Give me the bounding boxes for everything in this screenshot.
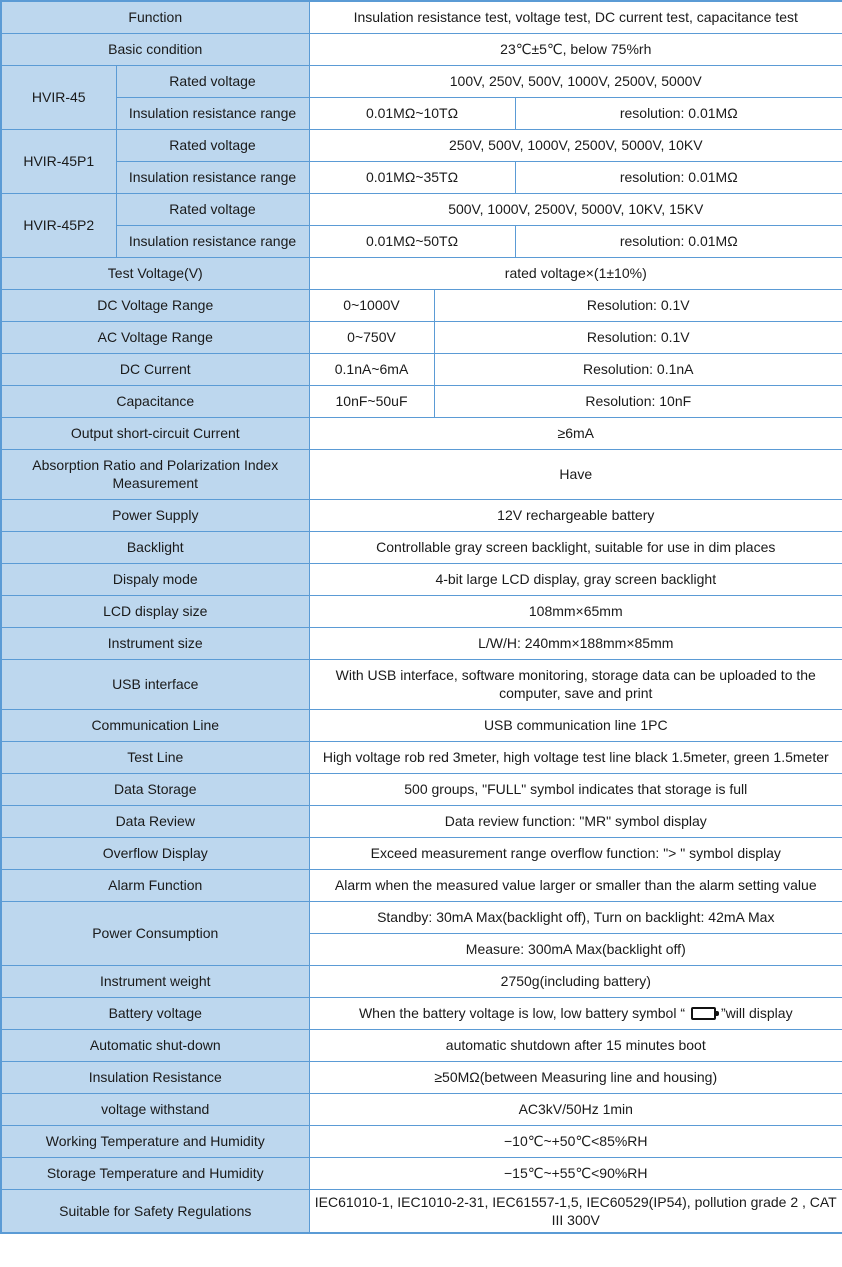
row-value-instrument-size: L/W/H: 240mm×188mm×85mm [309,627,842,659]
row-label-usb-interface: USB interface [1,659,309,709]
row-value-power-consumption-measure: Measure: 300mA Max(backlight off) [309,933,842,965]
table-row [1,805,842,837]
row-label-short-circuit: Output short-circuit Current [1,417,309,449]
row-value-working-temp: −10℃~+50℃<85%RH [309,1125,842,1157]
row-label-auto-shutdown: Automatic shut-down [1,1029,309,1061]
table-row [1,257,842,289]
model-hvir-45-range-label: Insulation resistance range [116,97,309,129]
row-label-battery-voltage: Battery voltage [1,997,309,1029]
row-value-usb-interface: With USB interface, software monitoring, storage data can be uploaded to the computer, save and print [309,659,842,709]
model-name-hvir-45p2: HVIR-45P2 [1,193,116,257]
row-resolution-dc-voltage: Resolution: 0.1V [434,289,842,321]
row-label-ac-voltage-range: AC Voltage Range [1,321,309,353]
table-row [1,193,842,225]
row-value-storage-temp: −15℃~+55℃<90%RH [309,1157,842,1189]
row-label-data-review: Data Review [1,805,309,837]
table-row [1,97,842,129]
row-label-power-consumption: Power Consumption [1,901,309,965]
row-label-backlight: Backlight [1,531,309,563]
table-row [1,385,842,417]
row-value-auto-shutdown: automatic shutdown after 15 minutes boot [309,1029,842,1061]
row-label-alarm-function: Alarm Function [1,869,309,901]
table-row [1,595,842,627]
row-label-absorption: Absorption Ratio and Polarization Index Measurement [1,449,309,499]
row-label-capacitance: Capacitance [1,385,309,417]
battery-text-prefix: When the battery voltage is low, low battery symbol “ [358,1004,685,1021]
row-label-power-supply: Power Supply [1,499,309,531]
row-label-working-temp: Working Temperature and Humidity [1,1125,309,1157]
row-resolution-capacitance: Resolution: 10nF [434,385,842,417]
table-row [1,837,842,869]
row-value-battery-voltage [309,997,842,1029]
model-hvir-45-rated-voltage-label: Rated voltage [116,65,309,97]
battery-text-suffix: ”will display [721,1004,793,1021]
table-row [1,33,842,65]
row-label-communication-line: Communication Line [1,709,309,741]
table-row [1,289,842,321]
table-row [1,901,842,933]
row-value-overflow-display: Exceed measurement range overflow function: "> " symbol display [309,837,842,869]
row-value-alarm-function: Alarm when the measured value larger or smaller than the alarm setting value [309,869,842,901]
model-hvir-45p2-range-label: Insulation resistance range [116,225,309,257]
row-label-instrument-size: Instrument size [1,627,309,659]
row-value-test-voltage: rated voltage×(1±10%) [309,257,842,289]
row-value-basic-condition: 23℃±5℃, below 75%rh [309,33,842,65]
row-label-test-line: Test Line [1,741,309,773]
row-value-insulation-resistance: ≥50MΩ(between Measuring line and housing) [309,1061,842,1093]
model-hvir-45p1-rated-voltage-label: Rated voltage [116,129,309,161]
row-value-voltage-withstand: AC3kV/50Hz 1min [309,1093,842,1125]
model-hvir-45p1-range-label: Insulation resistance range [116,161,309,193]
table-row [1,1,842,33]
row-resolution-dc-current: Resolution: 0.1nA [434,353,842,385]
table-row [1,499,842,531]
model-name-hvir-45p1: HVIR-45P1 [1,129,116,193]
table-row [1,709,842,741]
table-row [1,869,842,901]
table-row [1,1093,842,1125]
row-label-basic-condition: Basic condition [1,33,309,65]
row-value-power-consumption-standby: Standby: 30mA Max(backlight off), Turn on backlight: 42mA Max [309,901,842,933]
table-row [1,449,842,499]
row-label-insulation-resistance: Insulation Resistance [1,1061,309,1093]
row-value-communication-line: USB communication line 1PC [309,709,842,741]
row-resolution-ac-voltage: Resolution: 0.1V [434,321,842,353]
row-label-dc-voltage-range: DC Voltage Range [1,289,309,321]
table-row [1,417,842,449]
row-label-voltage-withstand: voltage withstand [1,1093,309,1125]
model-hvir-45p2-rated-voltage-label: Rated voltage [116,193,309,225]
table-row [1,161,842,193]
table-row [1,965,842,997]
row-label-safety-regulations: Suitable for Safety Regulations [1,1189,309,1233]
model-name-hvir-45: HVIR-45 [1,65,116,129]
table-row [1,321,842,353]
table-row [1,1189,842,1233]
table-row [1,1125,842,1157]
row-range-dc-current: 0.1nA~6mA [309,353,434,385]
row-label-lcd-size: LCD display size [1,595,309,627]
row-value-absorption: Have [309,449,842,499]
row-label-dc-current: DC Current [1,353,309,385]
row-label-function: Function [1,1,309,33]
model-hvir-45p1-range-value: 0.01MΩ~35TΩ [309,161,515,193]
table-row [1,627,842,659]
row-value-safety-regulations: IEC61010-1, IEC1010-2-31, IEC61557-1,5, IEC60529(IP54), pollution grade 2 , CAT III 300V [309,1189,842,1233]
row-label-data-storage: Data Storage [1,773,309,805]
model-hvir-45-range-value: 0.01MΩ~10TΩ [309,97,515,129]
table-row [1,773,842,805]
table-row [1,741,842,773]
table-row [1,1029,842,1061]
model-hvir-45p2-rated-voltage-value: 500V, 1000V, 2500V, 5000V, 10KV, 15KV [309,193,842,225]
row-range-capacitance: 10nF~50uF [309,385,434,417]
row-value-display-mode: 4-bit large LCD display, gray screen backlight [309,563,842,595]
model-hvir-45p1-resolution: resolution: 0.01MΩ [515,161,842,193]
row-range-ac-voltage: 0~750V [309,321,434,353]
row-range-dc-voltage: 0~1000V [309,289,434,321]
table-row [1,1157,842,1189]
table-row [1,225,842,257]
low-battery-icon [691,1007,716,1020]
table-row [1,1061,842,1093]
table-row [1,659,842,709]
model-hvir-45p2-resolution: resolution: 0.01MΩ [515,225,842,257]
table-row [1,531,842,563]
model-hvir-45p2-range-value: 0.01MΩ~50TΩ [309,225,515,257]
row-label-overflow-display: Overflow Display [1,837,309,869]
row-value-short-circuit: ≥6mA [309,417,842,449]
model-hvir-45-resolution: resolution: 0.01MΩ [515,97,842,129]
row-label-test-voltage: Test Voltage(V) [1,257,309,289]
table-row [1,997,842,1029]
row-value-instrument-weight: 2750g(including battery) [309,965,842,997]
table-row [1,563,842,595]
table-row [1,129,842,161]
row-label-storage-temp: Storage Temperature and Humidity [1,1157,309,1189]
row-value-function: Insulation resistance test, voltage test, DC current test, capacitance test [309,1,842,33]
row-value-data-review: Data review function: "MR" symbol display [309,805,842,837]
row-label-display-mode: Dispaly mode [1,563,309,595]
table-row [1,353,842,385]
row-value-power-supply: 12V rechargeable battery [309,499,842,531]
row-value-lcd-size: 108mm×65mm [309,595,842,627]
table-row [1,65,842,97]
row-value-backlight: Controllable gray screen backlight, suitable for use in dim places [309,531,842,563]
row-value-test-line: High voltage rob red 3meter, high voltage test line black 1.5meter, green 1.5meter [309,741,842,773]
model-hvir-45p1-rated-voltage-value: 250V, 500V, 1000V, 2500V, 5000V, 10KV [309,129,842,161]
model-hvir-45-rated-voltage-value: 100V, 250V, 500V, 1000V, 2500V, 5000V [309,65,842,97]
row-label-instrument-weight: Instrument weight [1,965,309,997]
row-value-data-storage: 500 groups, "FULL" symbol indicates that storage is full [309,773,842,805]
